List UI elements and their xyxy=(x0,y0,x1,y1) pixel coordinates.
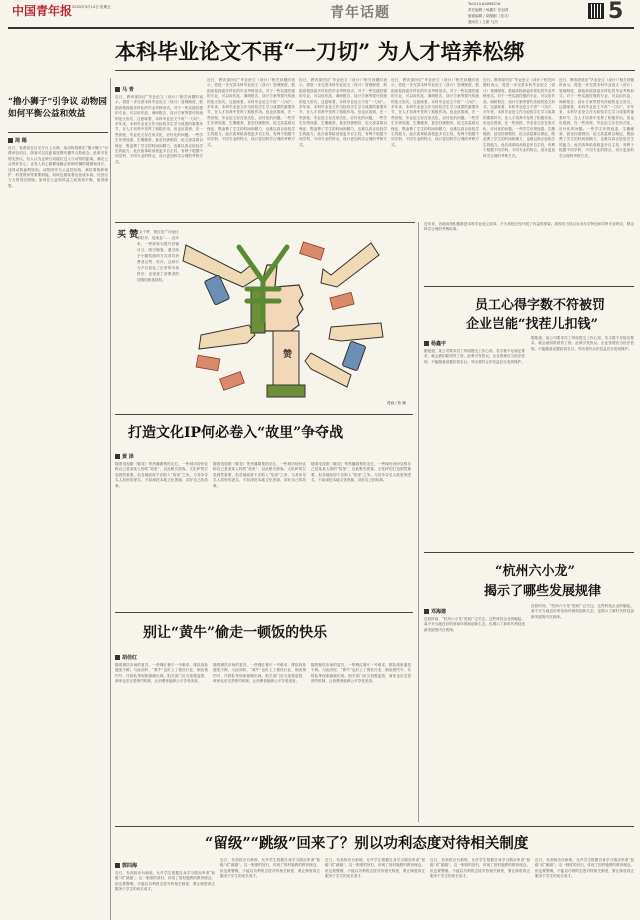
article4-byline xyxy=(424,340,446,347)
masthead-rule xyxy=(8,27,634,29)
main-body-col-3: 近日，教育部回应“毕业论文（设计）”相关问题时表示，将进一步完善本科毕业论文（设计）管理制度，鼓励高校探索多样化的毕业考核形式。对于一些实践性强的专业，可以用作品、调研报告、设计方案等替代传统的论文形式。这意味着，本科毕业论文不再“一刀切”。多年来，本科毕业论文作为检验学生学习成果的重要环节，在人才培养中发挥了积极作用。但也应看到，在一些高校，毕业论文存在形式化、应付化的问题。一些学生东拼西凑、生搬硬套，甚至抄袭剽窃，论文质量难以保证，既浪费了学生的时间和精力，也难以真正检验学生的能力。此次改革给高校更多自主权，有利于根据不同学科、不同专业的特点，设计更加科学合理的考核方式。 xyxy=(299,78,387,147)
cartoon-hand-text: 赞 xyxy=(283,350,293,360)
article4-col-1: 据报道，某公司要求员工每周提交工作心得，若字数不足规定要求，就会被扣除绩效工资。此事引发热议。企业管理应当依法依规，不能随意设置扣钱名目。劳动者的合法权益应当受到保护。 xyxy=(424,349,525,364)
article3-byline xyxy=(115,654,137,661)
sidebar-byline xyxy=(8,137,27,144)
main-headline: 本科毕业论文不再“一刀切” 为人才培养松绑 xyxy=(115,39,525,64)
editor-line-3: 通讯员 / 王雄 马杰 xyxy=(468,20,498,24)
main-body-col-2: 近日，教育部回应“毕业论文（设计）”相关问题时表示，将进一步完善本科毕业论文（设计）管理制度，鼓励高校探索多样化的毕业考核形式。对于一些实践性强的专业，可以用作品、调研报告、设计方案等替代传统的论文形式。这意味着，本科毕业论文不再“一刀切”。多年来，本科毕业论文作为检验学生学习成果的重要环节，在人才培养中发挥了积极作用。但也应看到，在一些高校，毕业论文存在形式化、应付化的问题。一些学生东拼西凑、生搬硬套，甚至抄袭剽窃，论文质量难以保证，既浪费了学生的时间和精力，也难以真正检验学生的能力。此次改革给高校更多自主权，有利于根据不同学科、不同专业的特点，设计更加科学合理的考核方式。 xyxy=(207,78,295,147)
byline-marker-icon xyxy=(424,609,429,614)
right-body-top: 近年来，各地高校积极推进本科毕业论文改革，不少高校已经开展了有益的探索。高校应当结合自身办学特色和学科专业特点，制定科学合理的考核标准。 xyxy=(424,222,634,232)
section-title: 青年话题 xyxy=(330,5,390,21)
thumbs-up-icon xyxy=(251,265,305,397)
article5-headline-line-1: “杭州六小龙” xyxy=(495,564,575,579)
bottom-col-3: 近日，有高校出台新规，允许学生根据自身学习情况申请“留级”或“跳级”。这一制度的回归，体现了因材施教的教育理念。但也要警惕，不能以功利的态度对待相关制度，要让制度真正服务于学生的成长成才。 xyxy=(325,858,425,879)
byline-marker-icon xyxy=(115,863,120,868)
article5-col-2: 近段时间，“杭州六小龙”受到广泛关注。这些科技企业的崛起，离不开当地良好的营商环境和创新生态，也揭示了新时代科技创新发展的内在规律。 xyxy=(531,604,634,619)
article4-top-rule xyxy=(424,286,634,287)
article2-byline xyxy=(115,453,134,460)
bottom-top-rule xyxy=(115,826,634,827)
article5-byline xyxy=(424,608,446,615)
byline-marker-icon xyxy=(115,655,120,660)
bottom-col-5: 近日，有高校出台新规，允许学生根据自身学习情况申请“留级”或“跳级”。这一制度的回归，体现了因材施教的教育理念。但也要警惕，不能以功利的态度对待相关制度，要让制度真正服务于学生的成长成才。 xyxy=(535,858,634,879)
bottom-byline xyxy=(115,862,137,869)
main-byline-text: 马 青 xyxy=(122,87,134,93)
main-body-col-6: 近日，教育部回应“毕业论文（设计）”相关问题时表示，将进一步完善本科毕业论文（设计）管理制度，鼓励高校探索多样化的毕业考核形式。对于一些实践性强的专业，可以用作品、调研报告、设计方案等替代传统的论文形式。这意味着，本科毕业论文不再“一刀切”。多年来，本科毕业论文作为检验学生学习成果的重要环节，在人才培养中发挥了积极作用。但也应看到，在一些高校，毕业论文存在形式化、应付化的问题。一些学生东拼西凑、生搬硬套，甚至抄袭剽窃，论文质量难以保证，既浪费了学生的时间和精力，也难以真正检验学生的能力。此次改革给高校更多自主权，有利于根据不同学科、不同专业的特点，设计更加科学合理的考核方式。 xyxy=(559,78,634,158)
bottom-col-4: 近日，有高校出台新规，允许学生根据自身学习情况申请“留级”或“跳级”。这一制度的回归，体现了因材施教的教育理念。但也要警惕，不能以功利的态度对待相关制度，要让制度真正服务于学生的成长成才。 xyxy=(430,858,530,879)
article3-col-2: 随着餐饮市场的复苏，一些网红餐厅一号难求，排队现象屡见不鲜。与此同时，“黄牛”也盯上了餐饮行业，倒卖预约号、代排队等现象频频出现。相关部门应当加强监管，商家也应完善预约机制，让消费者能够公平享受美食。 xyxy=(213,663,306,684)
tel-line: Tel:010-64098216 xyxy=(468,2,501,6)
left-column-divider xyxy=(110,78,111,920)
article2-col-1: 随着电视剧《繁花》等热播剧集的走红，一些城市纷纷宣称自己是某某人物的“故里”，以此吸引游客。文化IP的打造固然重要，但各地政府不应陷入“故里”之争。与其争夺名人故里的虚名，不如深挖本地文化资源，讲好自己的故事。 xyxy=(115,462,208,488)
bottom-byline-text: 郭四海 xyxy=(122,863,138,869)
byline-marker-icon xyxy=(8,138,13,143)
article2-byline-text: 黄 泽 xyxy=(122,454,134,460)
article5-byline-text: 邓海建 xyxy=(431,609,447,615)
page-number: 5 xyxy=(608,0,624,24)
sidebar-body: 近日，有游客在社交平台上反映，某动物园推出“撸小狮子”付费体验项目，游客可以近距离抚摸幼狮并合影留念。此事引发网友热议。有人认为这种互动能拉近人与动物的距离，满足公众的好奇心；也有人担心频繁接触会影响幼狮的健康和成长，违背动物福利原则。动物园作为公益性机构，承担着物种保护、科普教育等重要职能，同时也面临着运营成本高、经营压力大的现实困境。如何在公益和效益之间找到平衡，值得深思。 xyxy=(8,146,108,188)
right-column-divider xyxy=(418,222,419,822)
bottom-headline: “留级”“跳级”回来了？别以功利态度对待相关制度 xyxy=(205,835,529,852)
article2-col-3: 随着电视剧《繁花》等热播剧集的走红，一些城市纷纷宣称自己是某某人物的“故里”，以此吸引游客。文化IP的打造固然重要，但各地政府不应陷入“故里”之争。与其争夺名人故里的虚名，不如深挖本地文化资源，讲好自己的故事。 xyxy=(311,462,411,483)
main-headline-rule xyxy=(115,70,635,71)
main-byline xyxy=(115,86,134,93)
sidebar-rule xyxy=(8,132,108,133)
article3-headline: 别让“黄牛”偷走一顿饭的快乐 xyxy=(143,625,328,641)
byline-marker-icon xyxy=(115,454,120,459)
cartoon-author: 漫画 / 张 鹏 xyxy=(387,401,407,405)
cartoon-frame xyxy=(115,222,415,410)
article2-headline: 打造文化IP何必卷入“故里”争夺战 xyxy=(128,425,344,441)
cartoon-caption-title: 买 赞 xyxy=(117,230,139,240)
sidebar-byline-text: 周 稀 xyxy=(15,138,27,144)
editor-line-1: 责任编辑 / 杨鑫宇 任冠青 xyxy=(468,8,509,12)
article2-top-rule xyxy=(115,414,413,415)
article5-headline-line-2: 揭示了哪些发展规律 xyxy=(484,584,602,599)
article5-col-1: 近段时间，“杭州六小龙”受到广泛关注。这些科技企业的崛起，离不开当地良好的营商环境和创新生态，也揭示了新时代科技创新发展的内在规律。 xyxy=(424,617,525,632)
article4-headline-line-1: 员工心得字数不符被罚 xyxy=(475,298,606,313)
article3-top-rule xyxy=(115,612,413,613)
byline-marker-icon xyxy=(424,341,429,346)
masthead xyxy=(0,0,640,30)
article3-col-3: 随着餐饮市场的复苏，一些网红餐厅一号难求，排队现象屡见不鲜。与此同时，“黄牛”也盯上了餐饮行业，倒卖预约号、代排队等现象频频出现。相关部门应当加强监管，商家也应完善预约机制，让消费者能够公平享受美食。 xyxy=(311,663,411,684)
sidebar-headline: “撸小狮子”引争议 动物园如何平衡公益和效益 xyxy=(8,97,107,119)
date-line: 2025年3月14日 星期五 xyxy=(72,5,111,9)
main-body-col-1: 近日，教育部回应“毕业论文（设计）”相关问题时表示，将进一步完善本科毕业论文（设计）管理制度，鼓励高校探索多样化的毕业考核形式。对于一些实践性强的专业，可以用作品、调研报告、设计方案等替代传统的论文形式。这意味着，本科毕业论文不再“一刀切”。多年来，本科毕业论文作为检验学生学习成果的重要环节，在人才培养中发挥了积极作用。但也应看到，在一些高校，毕业论文存在形式化、应付化的问题。一些学生东拼西凑、生搬硬套，甚至抄袭剽窃，论文质量难以保证，既浪费了学生的时间和精力，也难以真正检验学生的能力。此次改革给高校更多自主权，有利于根据不同学科、不同专业的特点，设计更加科学合理的考核方式。 xyxy=(115,95,203,164)
main-body-col-4: 近日，教育部回应“毕业论文（设计）”相关问题时表示，将进一步完善本科毕业论文（设计）管理制度，鼓励高校探索多样化的毕业考核形式。对于一些实践性强的专业，可以用作品、调研报告、设计方案等替代传统的论文形式。这意味着，本科毕业论文不再“一刀切”。多年来，本科毕业论文作为检验学生学习成果的重要环节，在人才培养中发挥了积极作用。但也应看到，在一些高校，毕业论文存在形式化、应付化的问题。一些学生东拼西凑、生搬硬套，甚至抄袭剽窃，论文质量难以保证，既浪费了学生的时间和精力，也难以真正检验学生的能力。此次改革给高校更多自主权，有利于根据不同学科、不同专业的特点，设计更加科学合理的考核方式。 xyxy=(391,78,479,147)
article5-top-rule xyxy=(424,552,634,553)
article2-col-2: 随着电视剧《繁花》等热播剧集的走红，一些城市纷纷宣称自己是某某人物的“故里”，以此吸引游客。文化IP的打造固然重要，但各地政府不应陷入“故里”之争。与其争夺名人故里的虚名，不如深挖本地文化资源，讲好自己的故事。 xyxy=(213,462,306,488)
article4-byline-text: 杨鑫宇 xyxy=(431,341,447,347)
qr-code xyxy=(588,3,604,19)
article3-col-1: 随着餐饮市场的复苏，一些网红餐厅一号难求，排队现象屡见不鲜。与此同时，“黄牛”也盯上了餐饮行业，倒卖预约号、代排队等现象频频出现。相关部门应当加强监管，商家也应完善预约机制，让消费者能够公平享受美食。 xyxy=(115,663,208,684)
newspaper-logo: 中国青年报 xyxy=(12,4,73,18)
main-body-col-5: 近日，教育部回应“毕业论文（设计）”相关问题时表示，将进一步完善本科毕业论文（设计）管理制度，鼓励高校探索多样化的毕业考核形式。对于一些实践性强的专业，可以用作品、调研报告、设计方案等替代传统的论文形式。这意味着，本科毕业论文不再“一刀切”。多年来，本科毕业论文作为检验学生学习成果的重要环节，在人才培养中发挥了积极作用。但也应看到，在一些高校，毕业论文存在形式化、应付化的问题。一些学生东拼西凑、生搬硬套，甚至抄袭剽窃，论文质量难以保证，既浪费了学生的时间和精力，也难以真正检验学生的能力。此次改革给高校更多自主权，有利于根据不同学科、不同专业的特点，设计更加科学合理的考核方式。 xyxy=(483,78,555,158)
cartoon-caption-text: “点个赞，领红包”“评论区刷好评，返现金”……近年来，一些商家为提升店铺评分、吸引顾客，通过给予小额奖励的方式诱导消费者点赞、好评。这种行为不仅扰乱了正常的市场秩序，也侵害了消费者的知情权和选择权。 xyxy=(137,230,179,282)
byline-marker-icon xyxy=(115,87,120,92)
article3-byline-text: 胡佳红 xyxy=(122,655,138,661)
editor-line-2: 版面编辑 / 胡继刚（见习） xyxy=(468,14,512,18)
bottom-col-1: 近日，有高校出台新规，允许学生根据自身学习情况申请“留级”或“跳级”。这一制度的回归，体现了因材施教的教育理念。但也要警惕，不能以功利的态度对待相关制度，要让制度真正服务于学生的成长成才。 xyxy=(115,871,215,892)
cartoon-illustration xyxy=(181,225,386,405)
article4-headline-line-2: 企业岂能“找茬儿扣钱” xyxy=(466,317,598,332)
bottom-col-2: 近日，有高校出台新规，允许学生根据自身学习情况申请“留级”或“跳级”。这一制度的回归，体现了因材施教的教育理念。但也要警惕，不能以功利的态度对待相关制度，要让制度真正服务于学生的成长成才。 xyxy=(220,858,320,879)
article4-col-2: 据报道，某公司要求员工每周提交工作心得，若字数不足规定要求，就会被扣除绩效工资。此事引发热议。企业管理应当依法依规，不能随意设置扣钱名目。劳动者的合法权益应当受到保护。 xyxy=(531,336,634,351)
